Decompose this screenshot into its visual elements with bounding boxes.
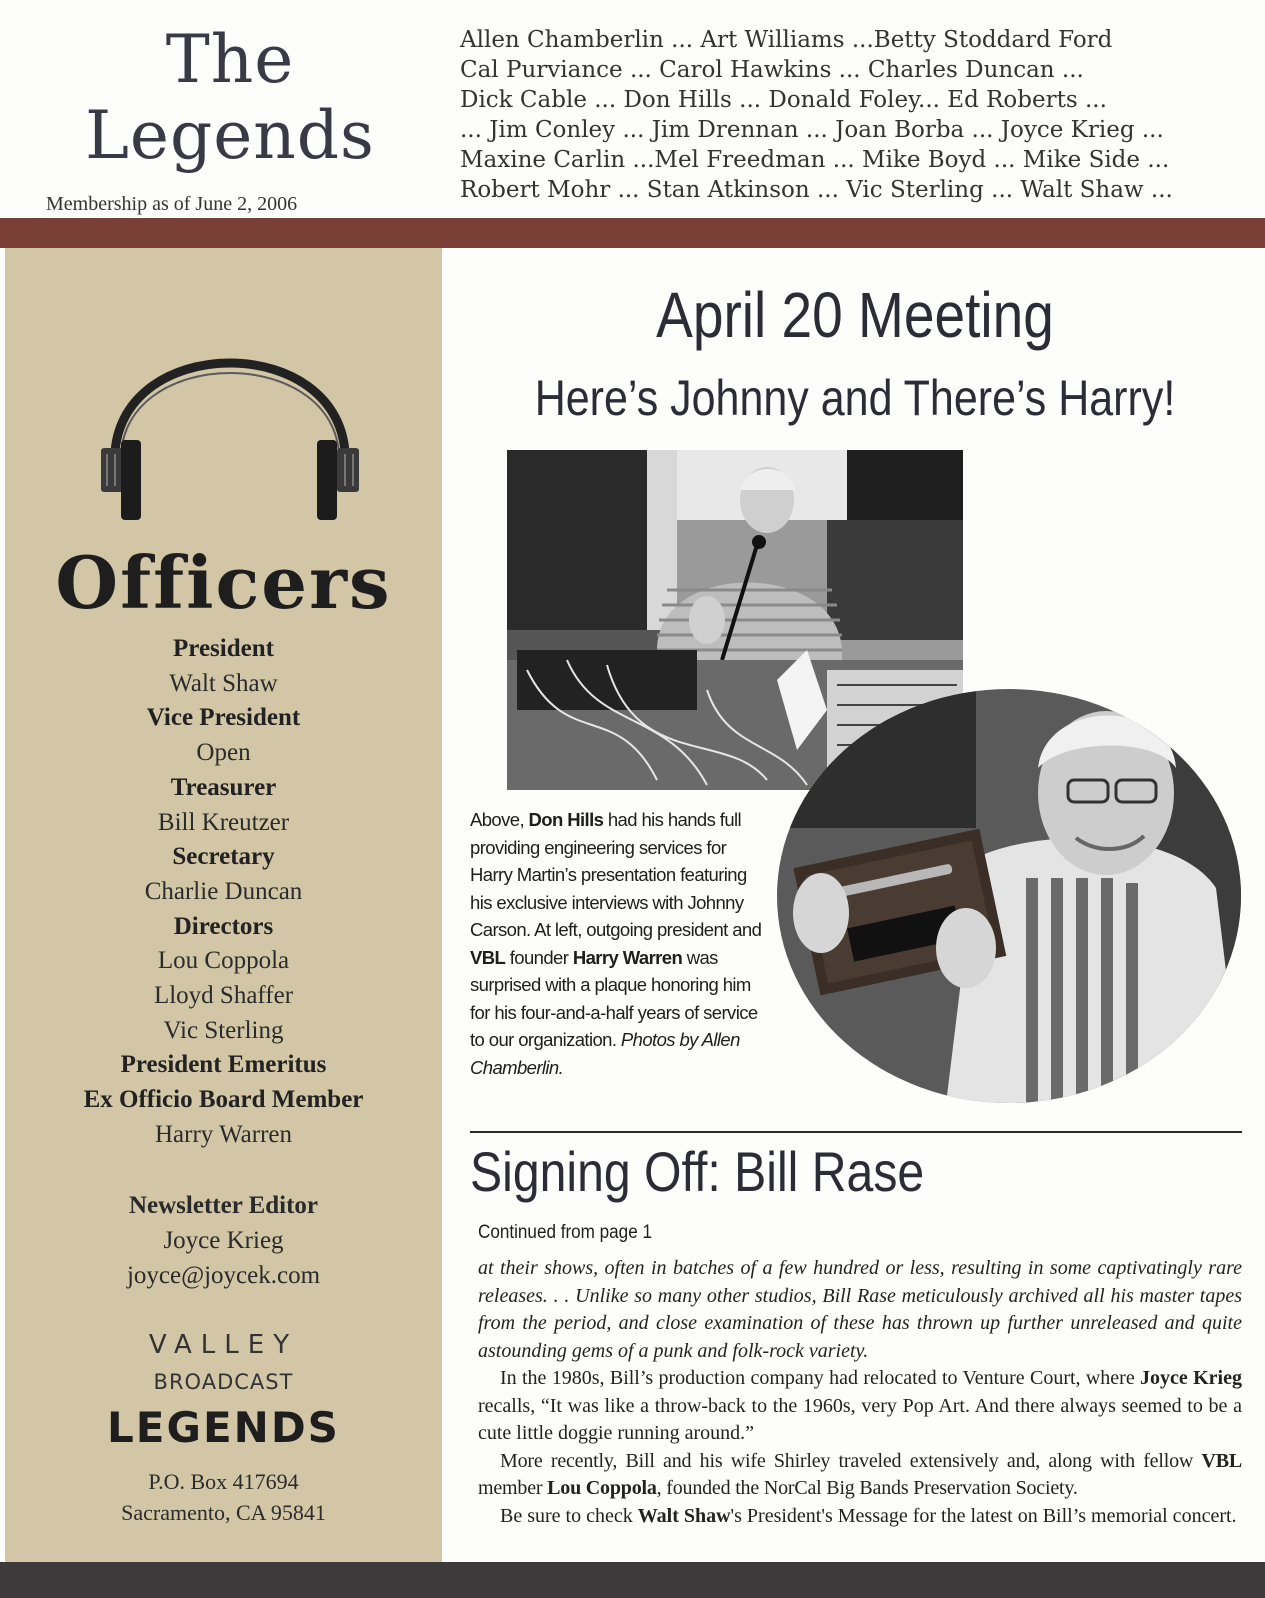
officer-list: [5, 632, 442, 1153]
article-body: [478, 1255, 1242, 1530]
masthead-title-line: Legends: [85, 97, 375, 174]
footer-bar: [0, 1562, 1265, 1598]
meeting-subheadline: Here’s Johnny and There’s Harry!: [534, 370, 1176, 426]
article-org: VBL: [1201, 1449, 1242, 1472]
article-name: Walt Shaw: [637, 1504, 731, 1527]
officer-role: Directors: [173, 912, 274, 940]
address-line: P.O. Box 417694: [148, 1469, 299, 1494]
officer-name: Lou Coppola: [157, 947, 290, 975]
article-text: recalls, “It was like a throw-back to the 1960s, very Pop Art. And there always seemed to be a cute little doggie running around.”: [478, 1394, 1242, 1444]
caption-org: VBL: [470, 946, 506, 968]
officer-role: Ex Officio Board Member: [83, 1086, 364, 1114]
article-text: member: [478, 1477, 548, 1499]
article-text: In the 1980s, Bill’s production company had relocated to Venture Court, where: [500, 1367, 1141, 1389]
caption-text: Above,: [470, 809, 529, 830]
editor-name: Joyce Krieg: [163, 1227, 284, 1254]
photo-caption: [470, 806, 770, 1081]
officers-heading: Officers: [55, 540, 392, 625]
article-text: Be sure to check: [500, 1504, 638, 1527]
continued-note: Continued from page 1: [478, 1222, 652, 1243]
photo-credit: Photos by Allen Chamberlin.: [470, 1029, 740, 1078]
editor-email: joyce@joycek.com: [126, 1262, 321, 1289]
caption-text: founder: [505, 946, 573, 968]
meeting-headline: April 20 Meeting: [656, 279, 1054, 351]
masthead-title: [60, 22, 400, 174]
headphones-icon: [95, 298, 365, 528]
officer-role: President: [173, 635, 274, 662]
header-divider-bar: [0, 218, 1265, 248]
member-list-line: ... Jim Conley ... Jim Drennan ... Joan Borba ... Joyce Krieg ...: [460, 117, 1164, 143]
officer-role: Vice President: [146, 704, 301, 732]
caption-name-don-hills: Don Hills: [528, 809, 604, 830]
article-paragraph: at their shows, often in batches of a few hundred or less, resulting in some captivatingly rare releases. . . Unlike so many other studios, Bill Rase meticulously archived all his master tapes from the period, and close examination of these has thrown up further unreleased and quite astounding gems of a punk and folk-rock variety.: [478, 1257, 1242, 1362]
officer-name: Walt Shaw: [169, 669, 278, 697]
article-headline: Signing Off: Bill Rase: [470, 1140, 925, 1203]
member-list: [460, 25, 1250, 205]
member-list-line: Robert Mohr ... Stan Atkinson ... Vic Sterling ... Walt Shaw ...: [460, 177, 1173, 203]
section-divider: [470, 1131, 1242, 1133]
membership-date: Membership as of June 2, 2006: [46, 193, 298, 215]
vbl-logo-broadcast: BROADCAST: [153, 1370, 294, 1394]
officer-name: Lloyd Shaffer: [153, 982, 294, 1010]
article-name: Lou Coppola: [547, 1477, 657, 1499]
article-text: 's President's Message for the latest on Bill’s memorial concert.: [730, 1504, 1237, 1527]
member-list-line: Allen Chamberlin ... Art Williams ...Betty Stoddard Ford: [460, 27, 1113, 53]
officer-role: President Emeritus: [120, 1051, 327, 1079]
article-paragraph: [478, 1448, 1242, 1503]
officer-name: Harry Warren: [154, 1120, 293, 1148]
address-line: Sacramento, CA 95841: [121, 1500, 326, 1525]
member-list-line: Cal Purviance ... Carol Hawkins ... Charles Duncan ...: [460, 57, 1084, 83]
masthead-title-line: The: [165, 21, 295, 98]
article-name: Joyce Krieg: [1140, 1367, 1242, 1389]
officers-sidebar: [5, 248, 442, 1562]
officer-name: Charlie Duncan: [144, 877, 303, 905]
article-paragraph: [478, 1503, 1242, 1531]
officer-name: Vic Sterling: [163, 1016, 284, 1044]
photo-harry-warren-plaque: [776, 688, 1242, 1104]
officer-name: Open: [196, 739, 251, 767]
member-list-line: Dick Cable ... Don Hills ... Donald Foley... Ed Roberts ...: [460, 87, 1107, 113]
editor-role: Newsletter Editor: [128, 1192, 319, 1219]
officer-role: Secretary: [172, 843, 275, 871]
officer-role: Treasurer: [170, 773, 277, 801]
newsletter-editor-block: [5, 1188, 442, 1293]
officer-name: Bill Kreutzer: [157, 808, 290, 836]
mailing-address: [5, 1466, 442, 1528]
article-text: , founded the NorCal Big Bands Preservation Society.: [656, 1477, 1078, 1499]
vbl-logo-valley: VALLEY: [148, 1330, 299, 1360]
article-text: More recently, Bill and his wife Shirley traveled extensively and, along with fellow: [500, 1449, 1202, 1472]
caption-text: had his hands full providing engineering services for Harry Martin’s presentation featuring his exclusive interviews with Johnny Carson. At left, outgoing president and: [470, 809, 762, 940]
caption-text: was surprised with a plaque honoring him for his four-and-a-half years of service to our organization.: [470, 946, 758, 1050]
article-paragraph: [478, 1365, 1242, 1448]
vbl-logo-legends: LEGENDS: [107, 1403, 340, 1452]
caption-name-harry-warren: Harry Warren: [572, 946, 683, 968]
member-list-line: Maxine Carlin ...Mel Freedman ... Mike Boyd ... Mike Side ...: [460, 147, 1170, 173]
